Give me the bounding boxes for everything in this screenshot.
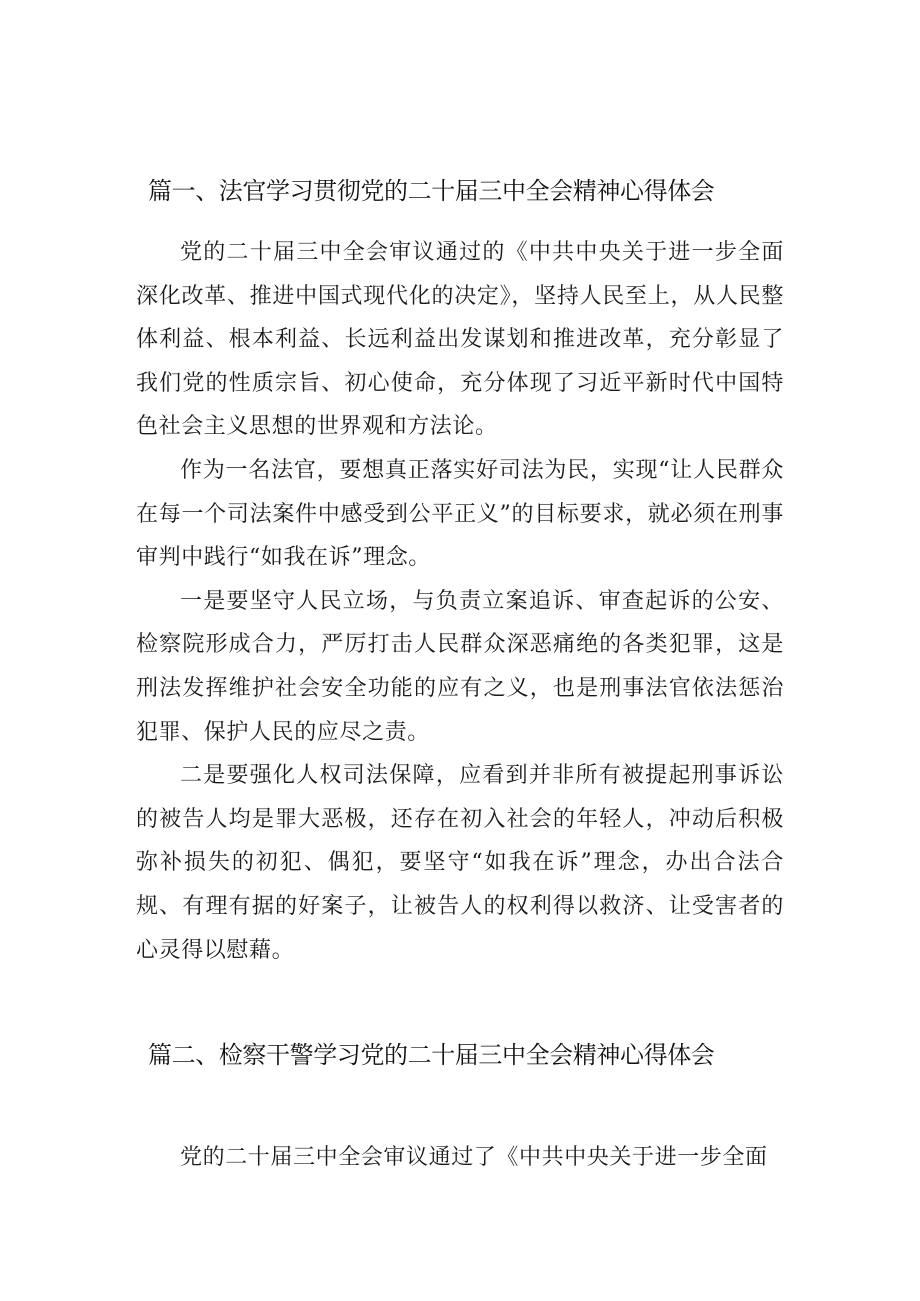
section-1-paragraph-3: 一是要坚守人民立场，与负责立案追诉、审查起诉的公安、检察院形成合力，严厉打击人民群众深恶痛绝的各类犯罪，这是刑法发挥维护社会安全功能的应有之义，也是刑事法官依法惩治犯罪、保护人民的应尽之责。 [136,588,784,745]
section-1-body [136,231,784,972]
section-2-paragraph-1: 党的二十届三中全会审议通过了《中共中央关于进一步全面 [180,1145,768,1170]
section-2-body [136,1136,784,1180]
section-1-paragraph-1: 党的二十届三中全会审议通过的《中共中央关于进一步全面深化改革、推进中国式现代化的决定》，坚持人民至上，从人民整体利益、根本利益、长远利益出发谋划和推进改革，充分彰显了我们党的性质宗旨、初心使命，充分体现了习近平新时代中国特色社会主义思想的世界观和方法论。 [136,240,784,440]
section-1-paragraph-2: 作为一名法官，要想真正落实好司法为民，实现“让人民群众在每一个司法案件中感受到公平正义”的目标要求，就必须在刑事审判中践行“如我在诉”理念。 [136,457,784,571]
section-2-title: 篇二、检察干警学习党的二十届三中全会精神心得体会 [148,1041,715,1069]
section-1-title: 篇一、法官学习贯彻党的二十届三中全会精神心得体会 [148,177,715,205]
section-1-paragraph-4: 二是要强化人权司法保障，应看到并非所有被提起刑事诉讼的被告人均是罪大恶极，还存在初入社会的年轻人，冲动后积极弥补损失的初犯、偶犯，要坚守“如我在诉”理念，办出合法合规、有理有据的好案子，让被告人的权利得以救济、让受害者的心灵得以慰藉。 [136,763,784,963]
